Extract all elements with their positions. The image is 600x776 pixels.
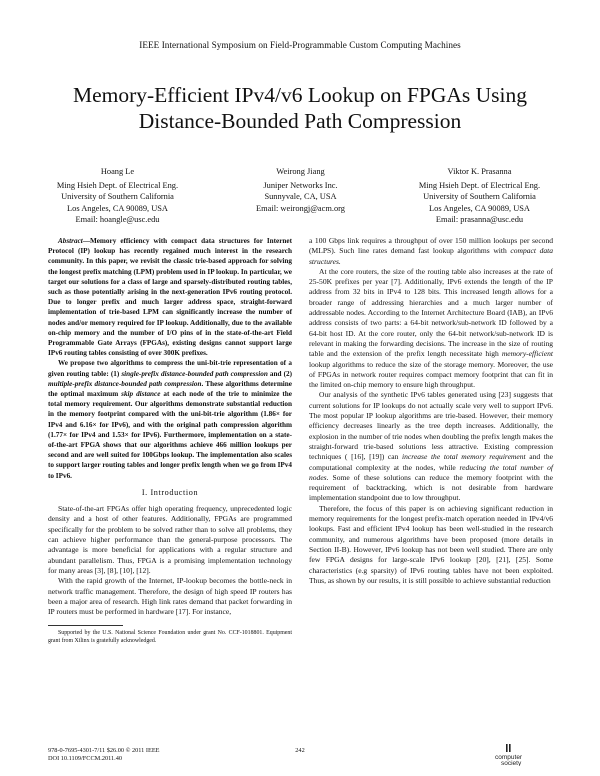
abstract-label: Abstract bbox=[58, 237, 83, 245]
page-number: 242 bbox=[295, 747, 305, 754]
abstract-paragraph-2: We propose two algorithms to compress the uni-bit-trie representation of a given routing table: (1) single-prefix distance-bounded path compression and (2) multiple-prefix distance-bounded path compression. These algorithms determine the optimal maximum skip distance at each node of the trie to minimize the total memory requirement. Our algorithms demonstrate substantial reduction in the memory footprint compared with the uni-bit-trie algorithm (1.86× for IPv4 and 6.16× for IPv6), and with the original path compression algorithm (1.77× for IPv4 and 1.53× for IPv6). Furthermore, implementation on a state-of-the-art FPGA shows that our algorithms achieve 466 million lookups per second and are well suited for 100Gbps lookup. The implementation also scales to support larger routing tables and longer prefix length when we go from IPv4 to IPv6. bbox=[48, 359, 292, 480]
right-column bbox=[309, 236, 553, 586]
footer-doi: DOI 10.1109/FCCM.2011.40 bbox=[48, 755, 123, 762]
author-email: Email: weirongj@acm.org bbox=[256, 203, 345, 213]
intro-paragraph-1: State-of-the-art FPGAs offer high operating frequency, unprecedented logic density and a host of other features. Additionally, FPGAs are programmed specifically for the problem to be solved rather than to solve all problems, they can achieve higher performance than the general-purpose processors. The advantage is more beneficial for applications with a regular structure and abundant parallelism. Thus, FPGA is a promising implementation technology for many areas [3], [8], [10], [12]. bbox=[48, 504, 292, 575]
computer-society-logo-graphic bbox=[492, 744, 526, 766]
conference-header: IEEE International Symposium on Field-Programmable Custom Computing Machines bbox=[139, 40, 461, 50]
author-affiliation: Ming Hsieh Dept. of Electrical Eng. bbox=[418, 181, 541, 191]
left-column bbox=[48, 236, 292, 645]
author-1 bbox=[30, 166, 205, 225]
funding-footnote: Supported by the U.S. National Science Foundation under grant No. CCF-1018801. Equipment grant from Xilinx is gratefully acknowledged. bbox=[48, 630, 292, 645]
footnote-divider bbox=[48, 625, 123, 626]
abstract-paragraph-1: Abstract—Memory efficiency with compact data structures for Internet Protocol (IP) lookup has recently regained much interest in the research community. In this paper, we revisit the classic trie-based approach for solving the longest prefix matching (LPM) problem used in IP lookup. In particular, we target our solutions for a class of large and sparsely-distributed routing tables, such as those potentially arising in the next-generation IPv6 routing protocol. Due to longer prefix and much larger address space, straight-forward implementation of trie-based LPM can significantly increase the number of nodes and/or memory required for IP lookup. Additionally, due to the available on-chip memory and the number of I/O pins of in the state-of-the-art Field Programmable Gate Arrays (FPGAs), existing designs cannot support large IPv6 routing tables consisting of over 300K prefixes. bbox=[48, 237, 292, 358]
author-affiliation: Juniper Networks Inc. bbox=[263, 181, 338, 191]
svg-text:society: society bbox=[501, 760, 522, 766]
abstract bbox=[48, 236, 292, 481]
author-email: Email: prasanna@usc.edu bbox=[435, 214, 524, 224]
author-name: Viktor K. Prasanna bbox=[447, 167, 512, 176]
body-paragraph-4: Therefore, the focus of this paper is on achieving significant reduction in memory requirements for the longest prefix-match operation needed in IPv4/v6 lookups. Fast and efficient IPv4 lookup has been well-studied in the research community, and numerous algorithms have been proposed (more details in Section II-B). However, IPv6 lookup has not been well studied. There are only few FPGA designs for large-scale IPv6 lookup [20], [21], [25]. Some characteristics (e.g sparsity) of IPv6 routing tables have not been exploited. Thus, as shown by our results, it is still possible to achieve substantial reduction bbox=[309, 503, 553, 585]
body-paragraph-1: a 100 Gbps link requires a throughput of over 150 million lookups per second (MLPS). Such line rates demand fast lookup algorithms with compact data structures. bbox=[309, 236, 554, 266]
author-affiliation: University of Southern California bbox=[61, 192, 174, 202]
body-paragraph-3: Our analysis of the synthetic IPv6 tables generated using [23] suggests that current solutions for IP lookups do not actually scale very well to support IPv6. The most popular IP lookup algorithms are trie-based. However, their memory efficiency decreases linearly as the tree depth increases. Additionally, the explosion in the number of trie nodes when doubling the prefix length makes the straight-forward trie-based solutions less attractive. Existing compression techniques ( [16], [19]) can increase the total memory requirement and the computational complexity at the nodes, while reducing the total number of nodes. Some of these solutions can reduce the memory footprint with the requirement of backtracking, which is not desirable from hardware implementation standpoint due to low throughput. bbox=[309, 390, 554, 503]
author-affiliation: Ming Hsieh Dept. of Electrical Eng. bbox=[56, 181, 179, 191]
author-location: Los Angeles, CA 90089, USA bbox=[67, 203, 168, 213]
author-affiliation: University of Southern California bbox=[423, 192, 536, 202]
paper-title: Memory-Efficient IPv4/v6 Lookup on FPGAs Using Distance-Bounded Path Compression bbox=[72, 83, 528, 133]
footer-isbn: 978-0-7695-4301-7/11 $26.00 © 2011 IEEE bbox=[48, 747, 160, 754]
author-name: Weirong Jiang bbox=[276, 167, 325, 176]
footer-publication-info bbox=[48, 747, 160, 763]
computer-society-logo-icon bbox=[492, 744, 526, 766]
author-2 bbox=[213, 166, 388, 214]
author-name: Hoang Le bbox=[100, 167, 135, 176]
svg-text:computer: computer bbox=[495, 754, 523, 761]
body-paragraph-2: At the core routers, the size of the routing table also increases at the rate of 25-50K prefixes per year [7]. Additionally, IPv6 extends the length of the IP address from 32 bits in IPv4 to 128 bits. This increased length allows for a broader range of addressing hierarchies and a much larger number of addressable nodes. According to the Internet Architecture Board (IAB), an IPv6 address consists of two parts: a 64-bit network/sub-network ID followed by a 64-bit host ID. At the core router, only the 64-bit network/sub-network ID is relevant in making the forwarding decisions. The increase in the size of routing table and the extension of the prefix length necessitate high memory-efficient lookup algorithms to reduce the size of the storage memory. Moreover, the use of FPGAs in network router requires compact memory footprint that can fit in the limited on-chip memory to ensure high throughput. bbox=[309, 266, 553, 390]
author-affiliation: Sunnyvale, CA, USA bbox=[264, 192, 337, 202]
intro-paragraph-2: With the rapid growth of the Internet, IP-lookup becomes the bottle-neck in network traffic management. Therefore, the design of high speed IP routers has been a major area of research. High link rates demand that packet forwarding in IP routers must be performed in hardware [17]. For instance, bbox=[48, 576, 292, 617]
section-heading-introduction: I. Introduction bbox=[141, 487, 199, 497]
author-location: Los Angeles, CA 90089, USA bbox=[429, 203, 530, 213]
author-email: Email: hoangle@usc.edu bbox=[75, 214, 160, 224]
author-3 bbox=[392, 166, 567, 225]
